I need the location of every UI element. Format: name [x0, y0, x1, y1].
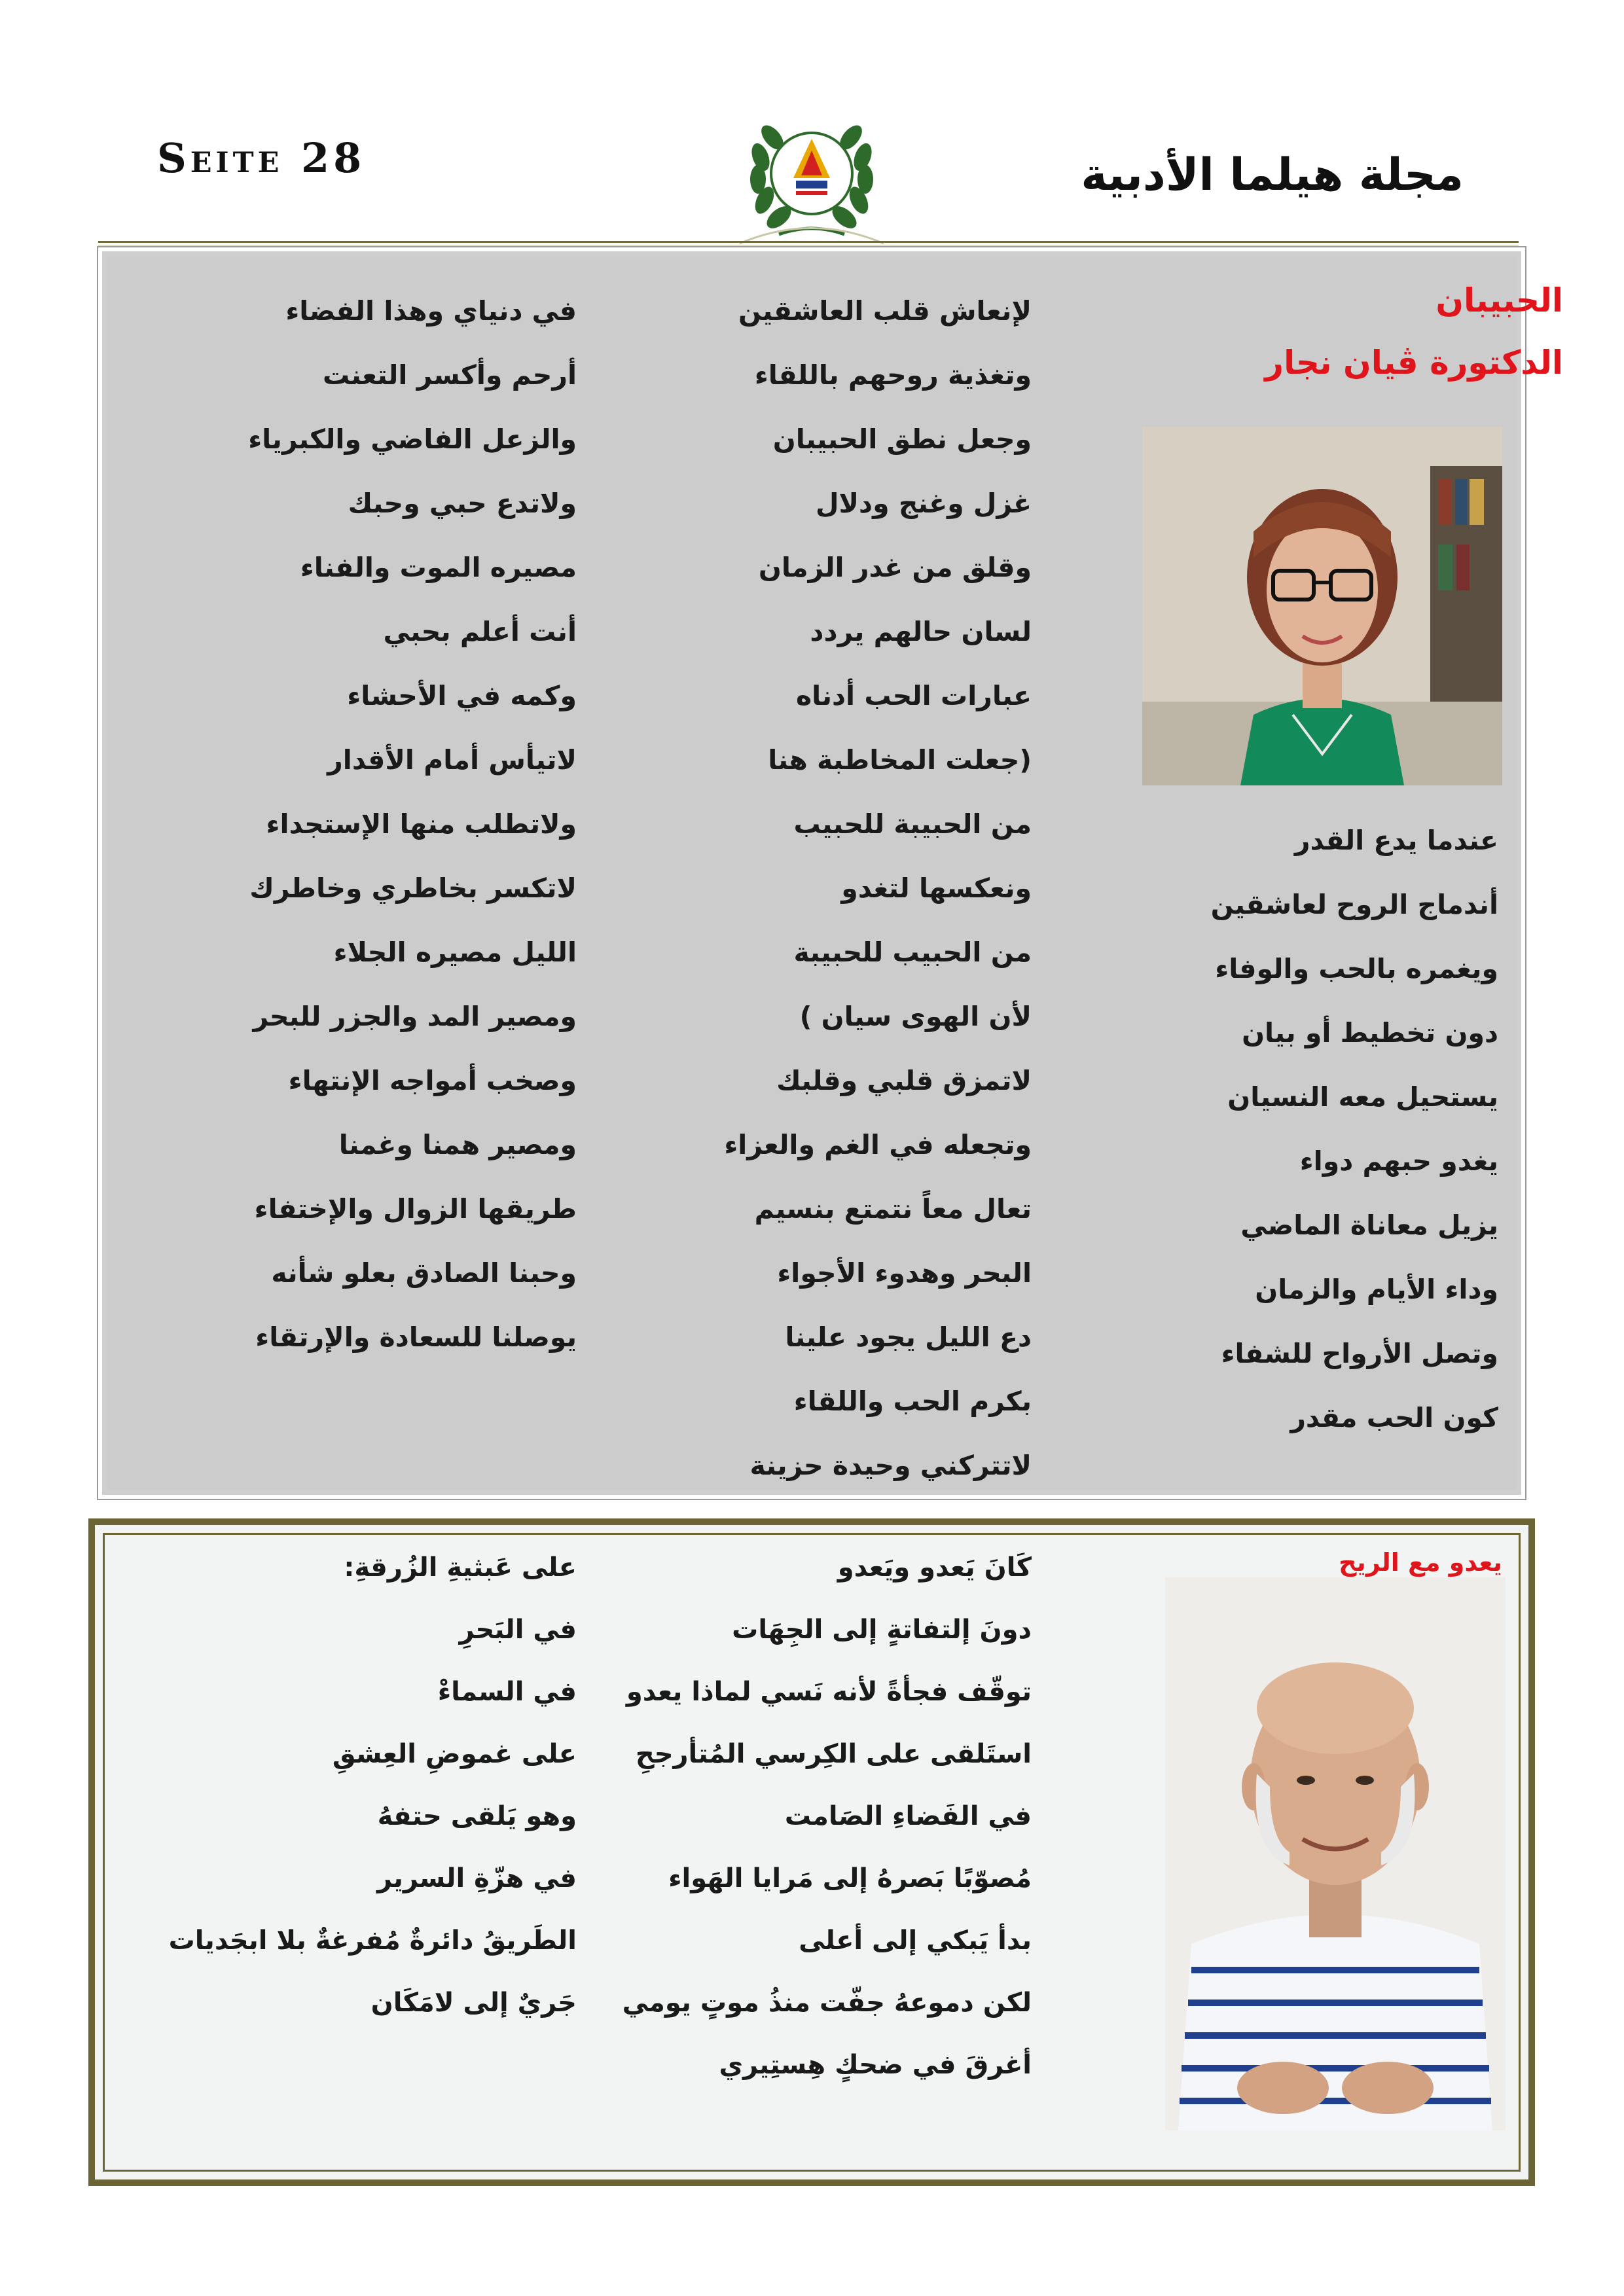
poem-line: لكن دموعهُ جفّت منذُ موتٍ يومي — [622, 1988, 1032, 2018]
poem-line: استَلقى على الكِرسي المُتأرجحِ — [635, 1739, 1032, 1769]
poem-line: ومصير المد والجزر للبحر — [253, 1001, 577, 1032]
poem1-title: الحبيبان — [1435, 281, 1563, 319]
poem-line: يزيل معاناة الماضي — [1240, 1210, 1498, 1241]
poem-line: البحر وهدوء الأجواء — [777, 1257, 1032, 1289]
poem-line: وتجعله في الغم والعزاء — [724, 1129, 1032, 1160]
poem-line: في الفَضاءِ الصَامت — [784, 1801, 1032, 1831]
poem1-column-left — [248, 279, 577, 1369]
poem-line: ونعكسها لتغدو — [841, 872, 1032, 904]
poem-line: (جعلت المخاطبة هنا — [768, 744, 1032, 776]
poem-line: في البَحرِ — [459, 1615, 577, 1645]
poem-line: لاتكسر بخاطري وخاطرك — [249, 872, 577, 904]
magazine-emblem-icon — [733, 98, 890, 249]
poem2-column-left — [169, 1537, 577, 2034]
poem-line: وجعل نطق الحبيبان — [772, 423, 1032, 455]
poem-line: والزعل الفاضي والكبرياء — [248, 423, 577, 455]
poem-line: أرحم وأكسر التعنت — [323, 359, 577, 391]
poem-line: لاتتركني وحيدة حزينة — [749, 1450, 1032, 1481]
poem1-author: الدكتورة ڤيان نجار — [1265, 344, 1563, 382]
page-number: Seite 28 — [157, 134, 366, 182]
poem-line: ومصير همنا وغمنا — [338, 1129, 577, 1160]
poem-line: من الحبيبة للحبيب — [793, 808, 1032, 840]
poem-line: عبارات الحب أدناه — [795, 680, 1032, 711]
magazine-title: مجلة هيلما الأدبية — [1081, 149, 1464, 201]
poem-line: وكمه في الأحشاء — [347, 680, 577, 711]
poem-line: لاتمزق قلبي وقلبك — [776, 1065, 1032, 1096]
poem-line: من الحبيب للحبيبة — [793, 937, 1032, 968]
poem-line: على عَبثيةِ الزُرقةِ: — [344, 1552, 577, 1583]
poem-line: أندماج الروح لعاشقين — [1210, 889, 1498, 920]
author-photo-woman — [1142, 427, 1502, 785]
poem-line: لسان حالهم يردد — [810, 616, 1032, 647]
poem-line: الطَريقُ دائرةٌ مُفرغةٌ بلا ابجَديات — [168, 1926, 577, 1956]
poem-line: مصيره الموت والفناء — [300, 552, 577, 583]
poem-line: في دنياي وهذا الفضاء — [285, 295, 577, 327]
author-photo-man — [1165, 1577, 1506, 2130]
poem-line: يغدو حبهم دواء — [1299, 1145, 1498, 1177]
poem1-column-middle — [724, 279, 1032, 1498]
poem-line: يوصلنا للسعادة والإرتقاء — [255, 1321, 577, 1353]
poem-line: كَانَ يَعدو ويَعدو — [837, 1552, 1032, 1583]
poem-line: على غموضِ العِشقِ — [332, 1739, 577, 1769]
poem-line: طريقها الزوال والإختفاء — [254, 1193, 577, 1225]
poem-line: عندما يدع القدر — [1294, 825, 1498, 856]
poem-line: مُصوّبًا بَصرهُ إلى مَرايا الهَواء — [668, 1863, 1032, 1893]
poem1-column-right — [1211, 808, 1498, 1450]
poem-line: وتغذية روحهم باللقاء — [754, 359, 1032, 391]
poem-line: بدأ يَبكي إلى أعلى — [799, 1926, 1032, 1956]
poem-line: وداء الأيام والزمان — [1255, 1274, 1498, 1305]
poem-line: أغرقَ في ضحكٍ هِستِيري — [719, 2050, 1032, 2080]
poem-line: في السماءْ — [437, 1677, 577, 1707]
poem-line: غزل وغنج ودلال — [815, 488, 1032, 519]
poem-line: دون تخطيط أو بيان — [1242, 1017, 1498, 1049]
poem-line: أنت أعلم بحبي — [383, 616, 577, 647]
poem-line: وهو يَلقى حتفهُ — [377, 1801, 577, 1831]
poem-line: ولاتدع حبي وحبك — [348, 488, 577, 519]
poem-line: لاتيأس أمام الأقدار — [327, 744, 577, 776]
poem-line: ولاتطلب منها الإستجداء — [266, 808, 577, 840]
poem-line: وحبنا الصادق بعلو شأنه — [271, 1257, 577, 1289]
poem-line: تعال معاً نتمتع بنسيم — [754, 1193, 1032, 1225]
poem2-column-middle — [623, 1537, 1032, 2096]
poem-line: لإنعاش قلب العاشقين — [738, 295, 1032, 327]
poem-line: لأن الهوى سيان ) — [799, 1001, 1032, 1032]
poem-line: بكرم الحب واللقاء — [793, 1386, 1032, 1417]
poem-line: وقلق من غدر الزمان — [758, 552, 1032, 583]
poem-line: الليل مصيره الجلاء — [333, 937, 577, 968]
poem-line: ويغمره بالحب والوفاء — [1215, 953, 1498, 984]
poem2-title: يعدو مع الريح — [1339, 1548, 1502, 1577]
poem-line: كون الحب مقدر — [1290, 1402, 1498, 1433]
header-rule — [98, 241, 1519, 243]
poem-line: جَريٌ إلى لامَكَان — [370, 1988, 577, 2018]
poem-line: في هزّةِ السرير — [377, 1863, 577, 1893]
poem-line: دع الليل يجود علينا — [785, 1321, 1032, 1353]
poem-line: توقّف فجأةً لأنه نَسي لماذا يعدو — [626, 1677, 1032, 1707]
poem-line: وصخب أمواجه الإنتهاء — [288, 1065, 577, 1096]
poem-line: يستحيل معه النسيان — [1227, 1081, 1498, 1113]
poem-line: وتصل الأرواح للشفاء — [1221, 1338, 1498, 1369]
poem-line: دونَ إلتفاتةٍ إلى الجِهَات — [732, 1615, 1032, 1645]
